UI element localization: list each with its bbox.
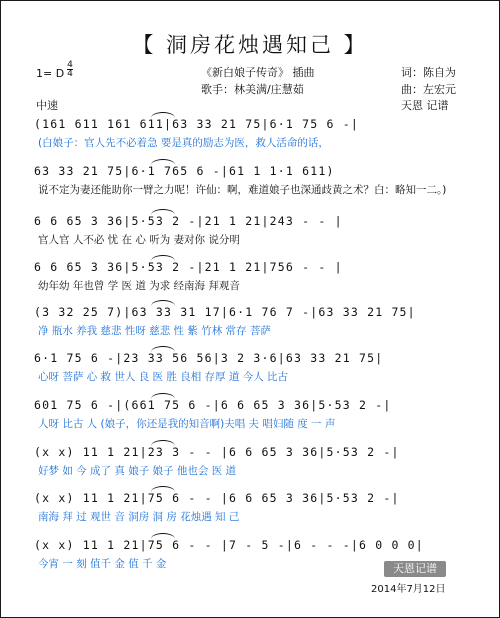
lyric-text: (白娘子：官人先不必着急 要是真的励志为医，救人活命的话， (38, 137, 329, 149)
time-signature-top: 4 (67, 60, 73, 70)
singers: 歌手：林美满/庄慧茹 (201, 83, 304, 96)
notation-line (1, 445, 499, 463)
slur-mark (151, 209, 175, 215)
notation-line (1, 117, 499, 135)
time-signature-bottom: 4 (67, 69, 73, 79)
lyric-line (1, 416, 499, 432)
slur-mark (151, 346, 175, 352)
lyric-line (1, 509, 499, 525)
key-signature: 1= D (36, 67, 65, 80)
slur-mark (151, 533, 175, 539)
lyric-text: 心呀 菩萨 心 救 世人 良 医 胜 良相 存厚 道 今人 比古 (38, 371, 289, 383)
transcriber: 天恩 记谱 (401, 99, 449, 112)
notation-text: (x x) 11 1 21|23 3 - - |6 6 65 3 36|5·53 2 -| (34, 445, 400, 459)
lyric-text: 好梦 如 今 成了 真 娘子 娘子 他也会 医 道 (38, 465, 237, 477)
notation-line (1, 398, 499, 416)
lyric-text: 幼年幼 年也曾 学 医 道 为求 经南海 拜观音 (38, 280, 240, 292)
notation-text: (x x) 11 1 21|75 6 - - |7 - 5 -|6 - - -|6 0 0 0| (34, 538, 424, 552)
notation-text: (3 32 25 7)|63 33 31 17|6·1 76 7 -|63 33 21 75| (34, 305, 416, 319)
notation-text: 63 33 21 75|6·1 765 6 -|61 1 1·1 611) (34, 164, 335, 178)
notation-text: 601 75 6 -|(661 75 6 -|6 6 65 3 36|5·53 2 -| (34, 398, 392, 412)
transcriber-stamp: 天恩记谱 (384, 561, 446, 577)
lyric-line (1, 278, 499, 294)
lyric-text: 今宵 一 刻 值千 金 值 千 金 (38, 558, 167, 570)
lyric-line (1, 323, 499, 339)
notation-line (1, 305, 499, 323)
notation-line (1, 538, 499, 556)
transcription-date: 2014年7月12日 (371, 584, 446, 595)
tempo-marking: 中速 (36, 99, 58, 112)
song-source: 《新白娘子传奇》 插曲 (201, 66, 315, 79)
slur-mark (151, 300, 175, 306)
page-title: 【 洞房花烛遇知己 】 (132, 33, 368, 57)
lyric-line (1, 135, 499, 151)
notation-text: 6 6 65 3 36|5·53 2 -|21 1 21|243 - - | (34, 214, 343, 228)
notation-text: (x x) 11 1 21|75 6 - - |6 6 65 3 36|5·53 2 -| (34, 491, 400, 505)
slur-mark (151, 159, 175, 165)
lyricist: 词：陈自为 (401, 66, 456, 79)
notation-text: 6·1 75 6 -|23 33 56 56|3 2 3·6|63 33 21 75| (34, 351, 384, 365)
lyric-text: 人呀 比古 人 (娘子，你还是我的知音啊)夫唱 夫 唱妇随 度 一 声 (38, 418, 336, 430)
lyric-line (1, 182, 499, 198)
lyric-text: 说不定为妻还能助你一臂之力呢！许仙：啊，难道娘子也深通歧黄之术？白：略知一二。) (38, 184, 447, 196)
time-signature (67, 61, 73, 78)
lyric-text: 南海 拜 过 观世 音 洞房 洞 房 花烛遇 知 己 (38, 511, 240, 523)
composer: 曲：左宏元 (401, 83, 456, 96)
notation-text: (161 611 161 611|63 33 21 75|6·1 75 6 -| (34, 117, 359, 131)
slur-mark (151, 255, 175, 261)
lyric-line (1, 369, 499, 385)
lyric-text: 净 瓶水 养我 慈悲 性呀 慈悲 性 紫 竹林 常存 菩萨 (38, 325, 271, 337)
notation-line (1, 260, 499, 278)
notation-text: 6 6 65 3 36|5·53 2 -|21 1 21|756 - - | (34, 260, 343, 274)
slur-mark (151, 393, 175, 399)
notation-line (1, 351, 499, 369)
lyric-text: 官人官 人不必 忧 在 心 听为 妻对你 说分明 (38, 234, 240, 246)
notation-line (1, 491, 499, 509)
lyric-line (1, 463, 499, 479)
notation-line (1, 214, 499, 232)
notation-line (1, 164, 499, 182)
slur-mark (151, 440, 175, 446)
slur-mark (151, 486, 175, 492)
slur-mark (151, 112, 175, 118)
lyric-line (1, 232, 499, 248)
